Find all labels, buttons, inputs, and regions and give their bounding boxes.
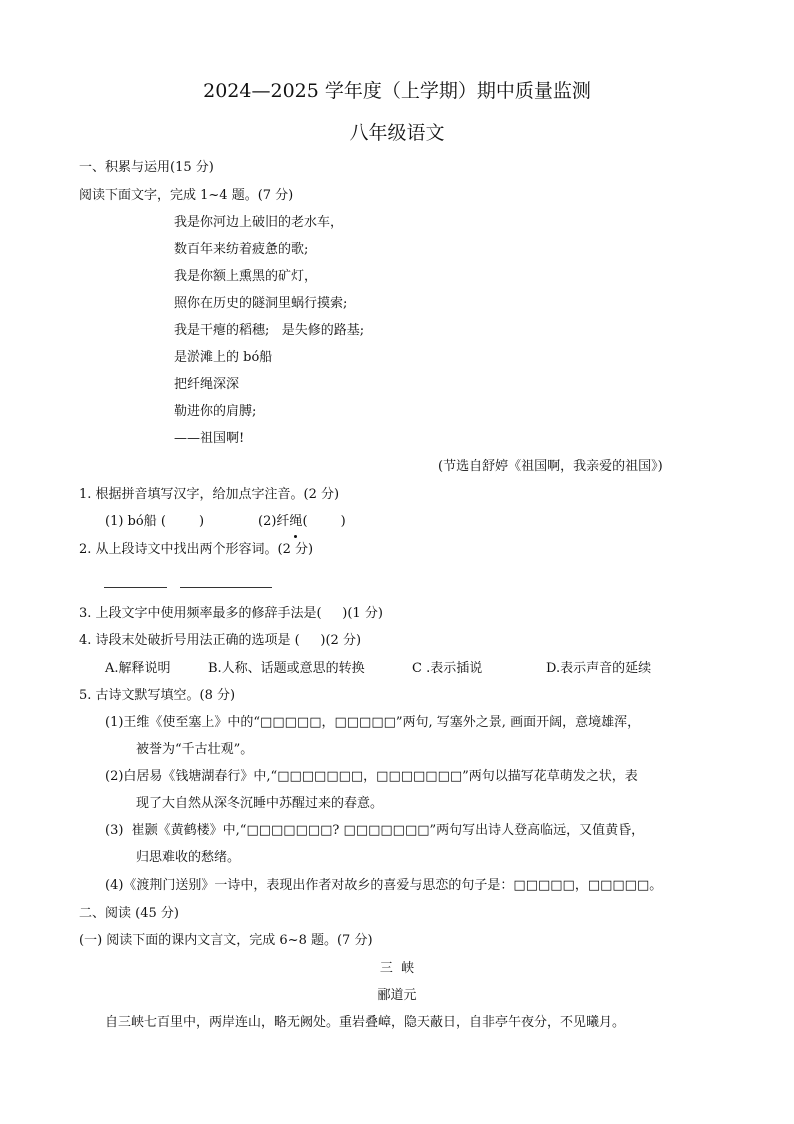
section-heading-reading: 二、阅读 (45 分) xyxy=(79,906,179,921)
q4-option-a: A.解释说明 xyxy=(105,661,171,676)
poem-line: 数百年来纺着疲惫的歌; xyxy=(174,242,309,257)
exam-title: 2024—2025 学年度（上学期）期中质量监测 xyxy=(203,80,591,102)
question-1b-prefix: (2)纤 xyxy=(258,514,290,529)
emphasis-dot-char: 绳 xyxy=(289,512,302,532)
poem-line: 我是干瘪的稻穗; 是失修的路基; xyxy=(174,323,365,338)
q5-item-1: (1)王维《使至塞上》中的“□□□□□，□□□□□”两句, 写塞外之景, 画面开阔，意境雄浑， xyxy=(105,715,641,730)
reading-sub-heading: (一) 阅读下面的课内文言文，完成 6~8 题。(7 分) xyxy=(79,933,373,948)
poem-source: (节选自舒婷《祖国啊，我亲爱的祖国》) xyxy=(438,459,663,474)
question-1b-suffix: ( ) xyxy=(302,514,346,529)
q5-item-4: (4)《渡荆门送别》一诗中，表现出作者对故乡的喜爱与思恋的句子是：□□□□□，□□□□□。 xyxy=(105,878,663,893)
article-title: 三 峡 xyxy=(379,961,415,976)
question-1b xyxy=(258,512,346,532)
question-5: 5. 古诗文默写填空。(8 分) xyxy=(79,688,236,703)
q4-option-d: D.表示声音的延续 xyxy=(546,661,652,676)
poem-line: 照你在历史的隧洞里蜗行摸索; xyxy=(174,296,348,311)
question-4: 4. 诗段末处破折号用法正确的选项是 ( )(2 分) xyxy=(79,633,362,648)
poem-line: 我是你额上熏黑的矿灯， xyxy=(174,269,318,284)
poem-line: 勒进你的肩膊; xyxy=(174,404,257,419)
answer-blank-1[interactable] xyxy=(104,587,167,588)
poem-line: 把纤绳深深 xyxy=(174,377,240,392)
article-author: 郦道元 xyxy=(377,988,417,1003)
poem-line: 我是你河边上破旧的老水车， xyxy=(174,215,344,230)
answer-blank-2[interactable] xyxy=(180,587,272,588)
q5-item-1-cont: 被誉为“千古壮观”。 xyxy=(136,742,254,757)
question-3: 3. 上段文字中使用频率最多的修辞手法是( )(1 分) xyxy=(79,606,383,621)
question-2: 2. 从上段诗文中找出两个形容词。(2 分) xyxy=(79,542,314,557)
poem-line: ——祖国啊! xyxy=(174,431,245,446)
q5-item-2-cont: 现了大自然从深冬沉睡中苏醒过来的春意。 xyxy=(136,796,384,811)
q5-item-3: (3) 崔颢《黄鹤楼》中,“□□□□□□□? □□□□□□□”两句写出诗人登高临远，又值黄昏， xyxy=(105,823,645,838)
q5-item-3-cont: 归思难收的愁绪。 xyxy=(136,850,241,865)
section-heading: 一、积累与运用(15 分) xyxy=(79,160,214,175)
q4-option-b: B.人称、话题或意思的转换 xyxy=(208,661,365,676)
question-1: 1. 根据拼音填写汉字，给加点字注音。(2 分) xyxy=(79,487,340,502)
q4-option-c: C .表示插说 xyxy=(412,661,483,676)
poem-line: 是淤滩上的 bó船 xyxy=(174,350,273,365)
reading-intro: 阅读下面文字，完成 1~4 题。(7 分) xyxy=(79,188,294,203)
article-paragraph: 自三峡七百里中，两岸连山，略无阙处。重岩叠嶂，隐天蔽日，自非亭午夜分，不见曦月。 xyxy=(105,1015,626,1030)
exam-subtitle: 八年级语文 xyxy=(349,122,445,144)
question-1a: (1) bó船 ( ) xyxy=(105,514,205,529)
q5-item-2: (2)白居易《钱塘湖春行》中,“□□□□□□□，□□□□□□□”两句以描写花草萌发之状，表 xyxy=(105,769,638,784)
